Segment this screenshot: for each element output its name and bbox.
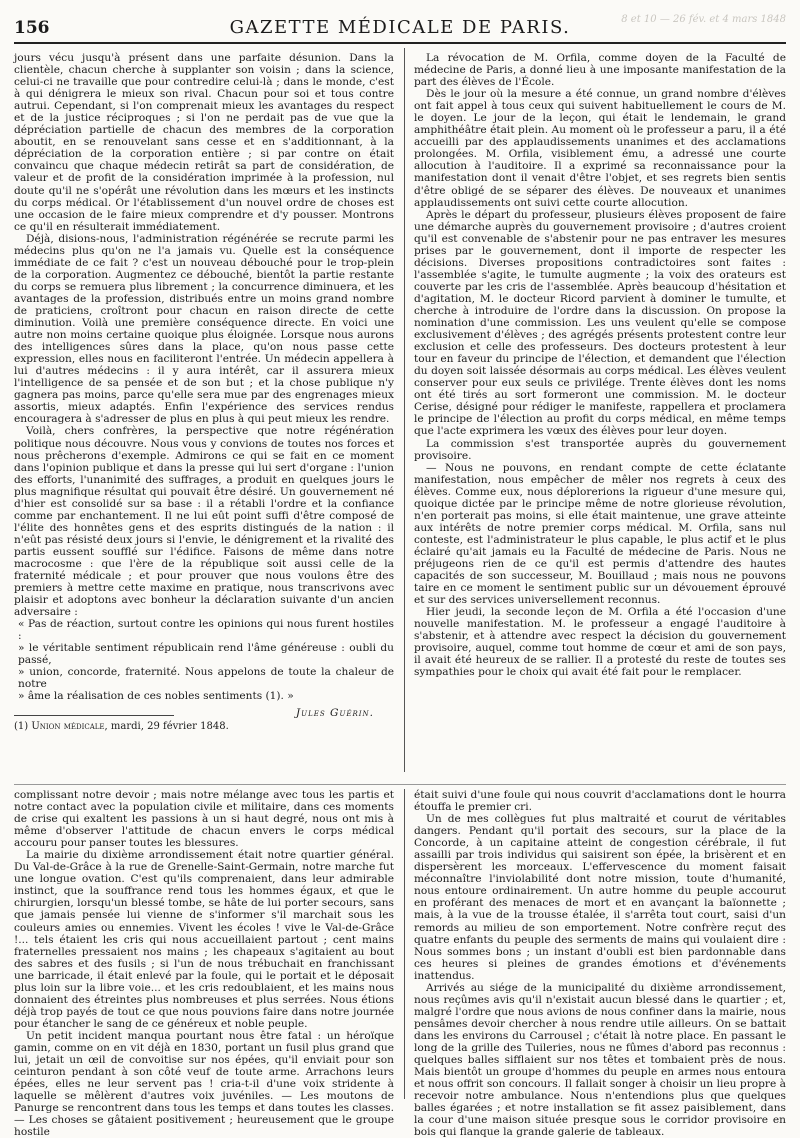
column-1-upper-left bbox=[14, 52, 394, 719]
footnote-source: Union médicale bbox=[31, 721, 105, 732]
paragraph: Voilà, chers confrères, la perspective que notre régénération politique nous découvre. Nous vous y convions de toutes nos forces et nous prêcherons d'exemple. Admirons ce qui se fait en ce moment dans l'opinion publique et dans la presse qui lui sert d'organe : l'union des efforts, l'unanimité des suffrages, a produit en quelques jours le plus magnifique résultat qui pouvait être désiré. Un gouvernement né d'hier est consolidé sur sa base : il a rétabli l'ordre et la confiance comme par enchantement. Il ne lui eût point suffi d'être composé de l'élite des honnêtes gens et des esprits distingués de la nation : il n'eût pas résisté deux jours si l'envie, le dénigrement et la rivalité des partis eussent soufflé sur l'édifice. Faisons de même dans notre macrocosme : que l'ère de la république soit aussi celle de la fraternité médicale ; et pour prouver que nous voulons être des premiers à mettre cette maxime en pratique, nous transcrivons avec plaisir et adoptons avec bonheur la déclaration suivante d'un ancien adversaire : bbox=[14, 425, 394, 619]
column-4-lower-right bbox=[414, 789, 786, 1138]
column-divider bbox=[404, 48, 405, 772]
paragraph: Déjà, disions-nous, l'administration régénérée se recrute parmi les médecins plus qu'on ne l'a jamais vu. Quelle est la conséquence immédiate de ce fait ? c'est un nouveau débouché pour le trop-plein de la corporation. Augmentez ce débouché, bientôt la partie restante du corps se remuera plus librement ; la concurrence diminuera, et les avantages de la profession, distribués entre un moins grand nombre de praticiens, croîtront pour chacun en raison directe de cette diminution. Voilà une première conséquence directe. En voici une autre non moins certaine quoique plus éloignée. Lorsque nous aurons des intelligences sûres dans la place, qu'on nous passe cette expression, elles nous en faciliteront l'entrée. Un médecin appellera à lui d'autres médecins : il y aura intérêt, car il assurera mieux l'intelligence de sa pensée et de son but ; et la chose publique n'y gagnera pas moins, parce qu'elle sera mue par des engrenages mieux assortis, mieux adaptés. Enfin l'expérience des services rendus encouragera à s'adresser de plus en plus à qui peut mieux les rendre. bbox=[14, 232, 394, 426]
journal-title: GAZETTE MÉDICALE DE PARIS. bbox=[229, 17, 571, 38]
footnote bbox=[14, 721, 394, 732]
paragraph: Un de mes collègues fut plus maltraité et courut de véritables dangers. Pendant qu'il portait des secours, sur la place de la Concorde, à un capitaine atteint de congestion cérébrale, il fut assailli par trois individus qui saisirent son épée, la brisèrent et en dispersèrent les morceaux. L'effervescence du moment faisait méconnaître l'inviolabilité dont notre mission, toute d'humanité, nous entoure ordinairement. Un autre homme du peuple accourut en proférant des menaces de mort et en avançant la baïonnette ; mais, à la vue de la trousse étalée, il s'arrêta tout court, saisi d'un remords au milieu de son emportement. Notre confrère reçut des quatre enfants du peuple des serments de mains qui voulaient dire : Nous sommes bons ; un instant d'oubli est bien pardonnable dans ces heures si pleines de grandes émotions et d'événements inattendus. bbox=[414, 813, 786, 982]
page-number: 156 bbox=[14, 18, 50, 38]
quote-line: « Pas de réaction, surtout contre les opinions qui nous furent hostiles : bbox=[18, 618, 394, 643]
section-divider bbox=[14, 784, 786, 785]
column-divider-lower bbox=[404, 789, 405, 1099]
quote-line: » union, concorde, fraternité. Nous appelons de toute la chaleur de notre bbox=[18, 666, 394, 691]
column-3-lower-left bbox=[14, 789, 394, 1138]
footnote-date: , mardi, 29 février 1848. bbox=[104, 721, 229, 732]
paragraph: La commission s'est transportée auprès du gouvernement provisoire. bbox=[414, 437, 786, 462]
paragraph: Un petit incident manqua pourtant nous être fatal : un héroïque gamin, comme on en vit déjà en 1830, portant un fusil plus grand que lui, jetait un œil de convoitise sur nos épées, qu'il enviait pour son ceinturon pendant à son côté veuf de toute arme. Arrachons leurs épées, elles ne leur servent pas ! cria-t-il d'une voix stridente à laquelle se mêlèrent d'autres voix juvéniles. — Les moutons de Panurge se rencontrent dans tous les temps et dans toutes les classes. — Les choses se gâtaient positivement ; heureusement que le groupe hostile bbox=[14, 1029, 394, 1138]
paragraph: Hier jeudi, la seconde leçon de M. Orfila a été l'occasion d'une nouvelle manifestation. M. le professeur a engagé l'auditoire à s'abstenir, et à attendre avec respect la décision du gouvernement provisoire, auquel, comme tout homme de cœur et ami de son pays, il avait été heureux de se rallier. Il a protesté du reste de toutes ses sympathies pour le choix qui avait été fait pour le remplacer. bbox=[414, 606, 786, 679]
page-header bbox=[14, 14, 786, 44]
paragraph: était suivi d'une foule qui nous couvrit d'acclamations dont le hourra étouffa le premier cri. bbox=[414, 789, 786, 814]
quote-line: » âme la réalisation de ces nobles sentiments (1). » bbox=[18, 690, 294, 703]
paragraph: Après le départ du professeur, plusieurs élèves proposent de faire une démarche auprès du gouvernement provisoire ; d'autres croient qu'il est convenable de s'abstenir pour ne pas entraver les mesures prises par le gouvernement, dont il importe de respecter les décisions. Diverses propositions contradictoires sont faites : l'assemblée s'agite, le tumulte augmente ; la voix des orateurs est couverte par les cris de l'assemblée. Après beaucoup d'hésitation et d'agitation, M. le docteur Ricord parvient à dominer le tumulte, et cherche à introduire de l'ordre dans la discussion. On propose la nomination d'une commission. Les uns veulent qu'elle se compose exclusivement d'élèves ; des agrégés présents protestent contre leur exclusion et celle des professeurs. Des docteurs protestent à leur tour en faveur du principe de l'élection, et demandent que l'élection du doyen soit laissée désormais au corps médical. Les élèves veulent conserver pour eux seuls ce privilége. Trente élèves dont les noms ont été tirés au sort formeront une commission. M. le docteur Cerise, désigné pour rédiger le manifeste, rappellera et proclamera le principe de l'élection au profit du corps médical, en même temps que l'acte exprimera les vœux des élèves pour leur doyen. bbox=[414, 208, 786, 438]
paragraph: Arrivés au siége de la municipalité du dixième arrondissement, nous reçûmes avis qu'il n'existait aucun blessé dans le quartier ; et, malgré l'ordre que nous avions de nous confiner dans la mairie, nous pensâmes devoir chercher à nous rendre utile ailleurs. On se battait dans les environs du Carrousel ; c'était là notre place. En passant le long de la grille des Tuileries, nous ne fûmes d'abord pas reconnus : quelques balles sifflaient sur nos têtes et tombaient près de nous. Mais bientôt un groupe d'hommes du peuple en armes nous entoura et nous offrit son concours. Il fallait songer à choisir un lieu propre à recevoir notre ambulance. Nous n'entendions plus que quelques balles égarées ; et notre installation se fit assez paisiblement, dans la cour d'une maison située presque sous le corridor provisoire en bois qui flanque la grande galerie de tableaux. bbox=[414, 981, 786, 1138]
paragraph: — Nous ne pouvons, en rendant compte de cette éclatante manifestation, nous empêcher de mêler nos regrets à ceux des élèves. Comme eux, nous déplorerions la rigueur d'une mesure qui, quoique dictée par le principe même de notre glorieuse révolution, n'en porterait pas moins, si elle était maintenue, une grave atteinte aux intérêts de notre premier corps médical. M. Orfila, sans nul conteste, est l'administrateur le plus capable, le plus actif et le plus éclairé qu'ait jamais eu la Faculté de médecine de Paris. Nous ne préjugeons rien de ce qu'il est permis d'attendre des hautes capacités de son successeur, M. Bouillaud ; mais nous ne pouvons taire en ce moment le sentiment public sur un dévouement éprouvé et sur des services universellement reconnus. bbox=[414, 461, 786, 607]
footnote-marker: (1) bbox=[14, 721, 29, 732]
quote-line: » le véritable sentiment républicain rend l'âme généreuse : oubli du passé, bbox=[18, 642, 394, 667]
bleed-through-text: 8 et 10 — 26 fév. et 4 mars 1848 bbox=[621, 14, 786, 25]
paragraph: jours vécu jusqu'à présent dans une parfaite désunion. Dans la clientèle, chacun cherche à supplanter son voisin ; dans la science, celui-ci ne travaille que pour contredire celui-là ; dans le monde, c'est à qui dénigrera le mieux son rival. Chacun pour soi et tous contre autrui. Cependant, si l'on comprenait mieux les avantages du respect et de la justice réciproques ; si l'on ne perdait pas de vue que la dépréciation partielle de chacun des membres de la corporation aboutit, en se renouvelant sans cesse et en s'additionnant, à la dépréciation de la corporation entière ; si par contre on était convaincu que chaque médecin retirât sa part de considération, de valeur et de profit de la considération imprimée à la profession, nul doute qu'il ne s'opérât une révolution dans les mœurs et les instincts du corps médical. Or l'établissement d'un nouvel ordre de choses est une occasion de le faire mieux comprendre et d'y pousser. Montrons ce qu'il en résulterait immédiatement. bbox=[14, 52, 394, 233]
footnote-rule bbox=[14, 715, 174, 716]
paragraph: La révocation de M. Orfila, comme doyen de la Faculté de médecine de Paris, a donné lieu à une imposante manifestation de la part des élèves de l'École. bbox=[414, 52, 786, 89]
paragraph: complissant notre devoir ; mais notre mélange avec tous les partis et notre contact avec la population civile et militaire, dans ces moments de crise qui exaltent les passions à un si haut degré, nous ont mis à même d'observer l'attitude de chacun envers le corps médical accouru pour panser toutes les blessures. bbox=[14, 789, 394, 850]
paragraph: La mairie du dixième arrondissement était notre quartier général. Du Val-de-Grâce à la rue de Grenelle-Saint-Germain, notre marche fut une longue ovation. C'est qu'ils comprenaient, dans leur admirable instinct, que la souffrance rend tous les hommes égaux, et que le chirurgien, lorsqu'un blessé tombe, se hâte de lui porter secours, sans que jamais pensée lui vienne de s'informer s'il marchait sous les couleurs amies ou ennemies. Vivent les écoles ! vive le Val-de-Grâce !... tels étaient les cris qui nous accueillaient partout ; cent mains fraternelles pressaient nos mains ; les chapeaux s'agitaient au bout des sabres et des fusils ; si l'un de nous trébuchait en franchissant une barricade, il était enlevé par la foule, qui le portait et le déposait plus loin sur la libre voie... et les cris redoublaient, et les mains nous donnaient des étreintes plus nombreuses et plus serrées. Nous étions déjà trop payés de tout ce que nous pouvions faire dans notre journée pour étancher le sang de ce généreux et noble peuple. bbox=[14, 849, 394, 1030]
paragraph: Dès le jour où la mesure a été connue, un grand nombre d'élèves ont fait appel à tous ceux qui suivent habituellement le cours de M. le doyen. Le jour de la leçon, qui était le lendemain, le grand amphithéâtre était plein. Au moment où le professeur a paru, il a été accueilli par des applaudissements unanimes et des acclamations prolongées. M. Orfila, visiblement ému, a adressé une courte allocution à l'auditoire. Il a exprimé sa reconnaissance pour la manifestation dont il venait d'être l'objet, et ses regrets bien sentis d'être obligé de se séparer des élèves. De nouveaux et unanimes applaudissements ont suivi cette courte allocution. bbox=[414, 88, 786, 209]
column-2-upper-right bbox=[414, 52, 786, 717]
author-signature: Jules Guérin. bbox=[295, 706, 374, 719]
